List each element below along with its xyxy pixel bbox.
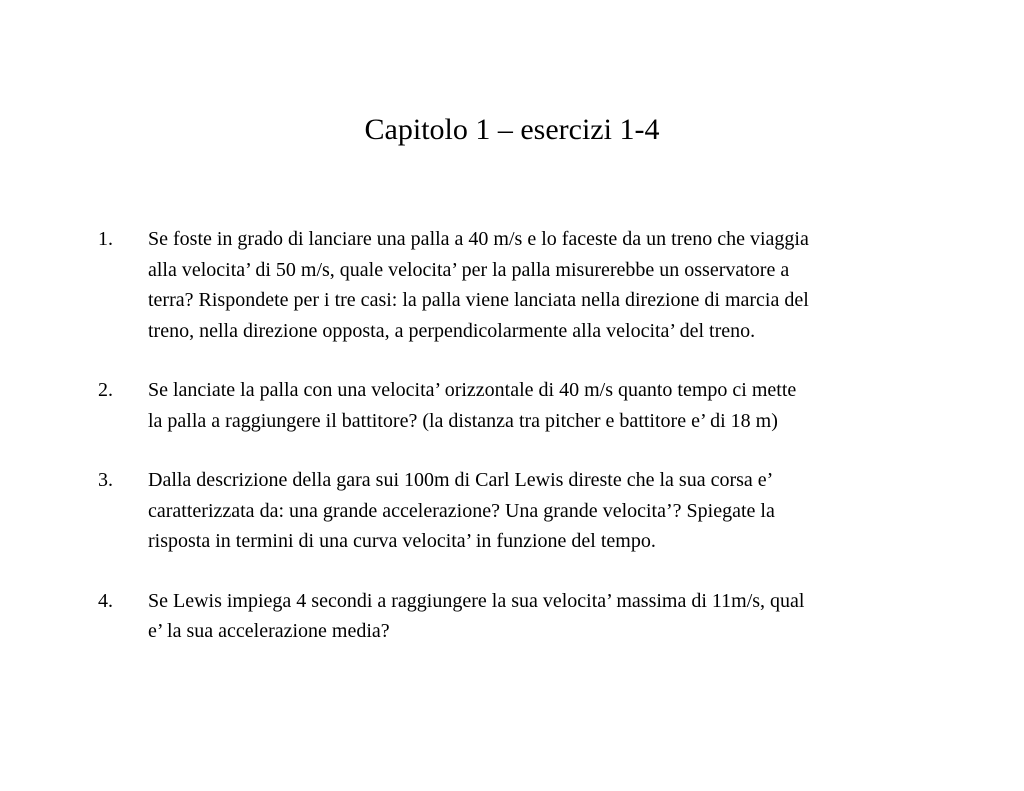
exercise-item xyxy=(98,375,928,436)
exercise-line: la palla a raggiungere il battitore? (la distanza tra pitcher e battitore e’ di 18 m) xyxy=(148,409,778,432)
page-title: Capitolo 1 – esercizi 1-4 xyxy=(364,113,660,146)
exercise-line: Dalla descrizione della gara sui 100m di Carl Lewis direste che la sua corsa e’ xyxy=(148,469,774,491)
exercise-line: Se Lewis impiega 4 secondi a raggiungere la sua velocita’ massima di 11m/s, qual xyxy=(148,589,805,612)
exercise-number: 4. xyxy=(98,589,113,612)
exercise-line: risposta in termini di una curva velocita’ in funzione del tempo. xyxy=(148,530,656,552)
exercise-text xyxy=(148,465,928,557)
exercise-number: 3. xyxy=(98,469,113,491)
exercise-text xyxy=(148,586,928,647)
exercise-text xyxy=(148,224,928,346)
exercise-line: caratterizzata da: una grande accelerazione? Una grande velocita’? Spiegate la xyxy=(148,499,775,522)
exercise-item xyxy=(98,465,928,557)
exercise-line: Se foste in grado di lanciare una palla a 40 m/s e lo faceste da un treno che viaggia xyxy=(148,228,809,250)
exercise-line: treno, nella direzione opposta, a perpendicolarmente alla velocita’ del treno. xyxy=(148,319,756,342)
exercise-line: alla velocita’ di 50 m/s, quale velocita’ per la palla misurerebbe un osservatore a xyxy=(148,258,790,281)
exercise-number: 2. xyxy=(98,379,113,401)
exercise-item xyxy=(98,586,928,647)
exercise-line: Se lanciate la palla con una velocita’ orizzontale di 40 m/s quanto tempo ci mette xyxy=(148,379,797,401)
exercise-line: terra? Rispondete per i tre casi: la palla viene lanciata nella direzione di marcia del xyxy=(148,289,809,311)
exercise-text xyxy=(148,375,928,436)
exercise-list xyxy=(98,224,928,647)
exercise-number: 1. xyxy=(98,228,113,250)
exercise-line: e’ la sua accelerazione media? xyxy=(148,620,390,642)
exercise-item xyxy=(98,224,928,346)
